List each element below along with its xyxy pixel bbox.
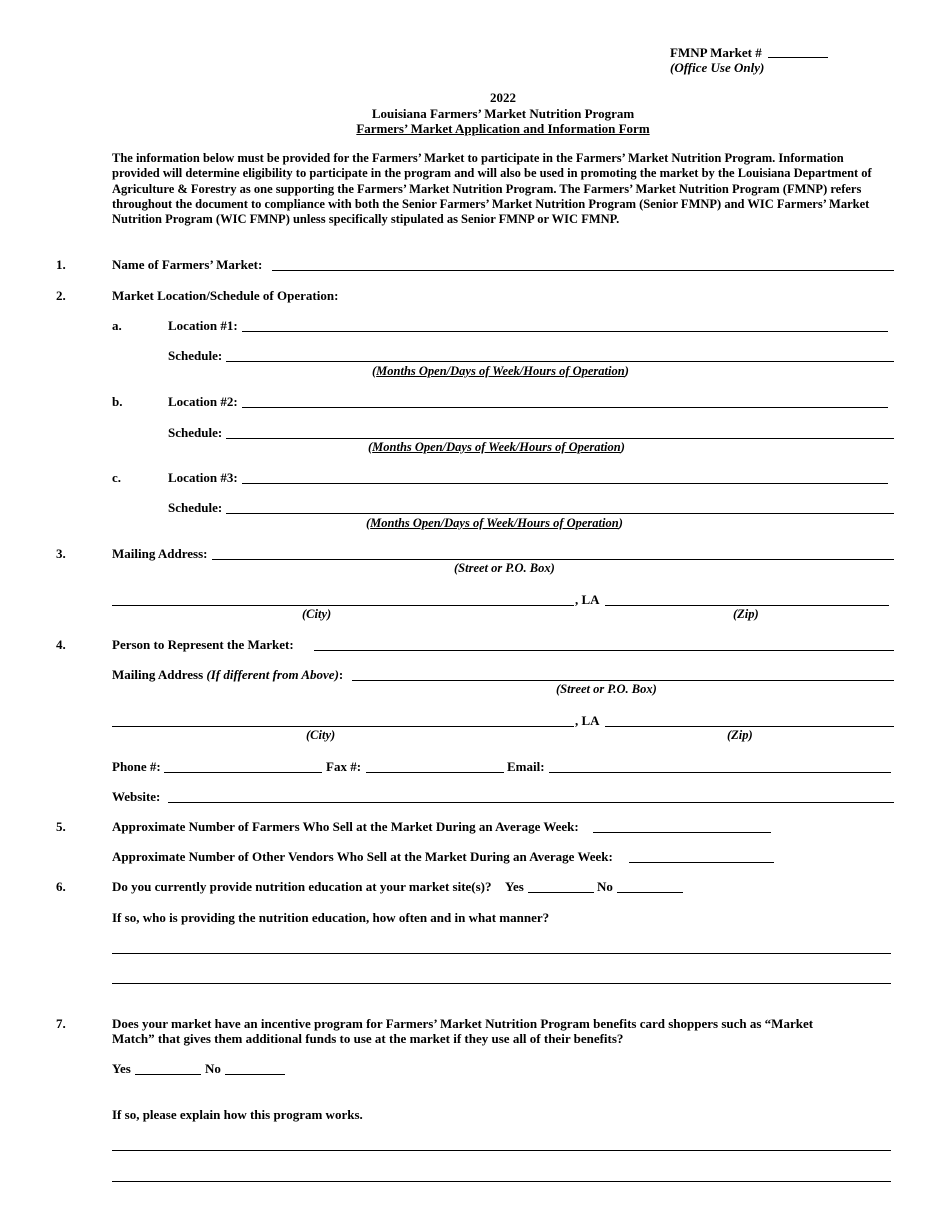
- program-title: Louisiana Farmers’ Market Nutrition Program: [371, 106, 635, 121]
- q6-yes-field[interactable]: [528, 892, 594, 893]
- q2-label: Market Location/Schedule of Operation:: [112, 288, 339, 303]
- q6-no-label: No: [597, 879, 613, 894]
- mailing-street-note: (Street or P.O. Box): [454, 561, 555, 575]
- schedule-1-note: (Months Open/Days of Week/Hours of Operation): [372, 364, 629, 378]
- location-b-letter: b.: [112, 394, 123, 409]
- intro-paragraph: The information below must be provided for the Farmers’ Market to participate in the Farmers’ Market Nutrition Program. Information provided will determine eligibility to participate in the program and will also be used in promoting the market by the Louisiana Department of Agriculture & Forestry as one supporting the Farmers’ Market Nutrition Program. The Farmers’ Market Nutrition Program (FMNP) refers throughout the document to compliance with both the Senior Farmers’ Market Nutrition Program (Senior FMNP) and WIC Farmers’ Market Nutrition Program (WIC FMNP) unless specifically stipulated as Senior FMNP or WIC FMNP.: [112, 151, 872, 227]
- office-use-only: (Office Use Only): [670, 60, 765, 75]
- mailing-city-field[interactable]: [112, 605, 574, 606]
- q7-no-field[interactable]: [225, 1074, 285, 1075]
- vendors-count-label: Approximate Number of Other Vendors Who Sell at the Market During an Average Week:: [112, 849, 613, 864]
- q6-number: 6.: [56, 879, 66, 894]
- schedule-2-field[interactable]: [226, 438, 894, 439]
- website-field[interactable]: [168, 802, 894, 803]
- q7-followup: If so, please explain how this program works.: [112, 1107, 363, 1122]
- schedule-2-note: (Months Open/Days of Week/Hours of Operation): [368, 440, 625, 454]
- rep-street-field[interactable]: [352, 680, 894, 681]
- schedule-1-field[interactable]: [226, 361, 894, 362]
- email-label: Email:: [507, 759, 545, 774]
- q6-followup: If so, who is providing the nutrition education, how often and in what manner?: [112, 910, 550, 925]
- fax-label: Fax #:: [326, 759, 362, 774]
- location-3-label: Location #3:: [168, 470, 238, 485]
- mailing-zip-field[interactable]: [605, 605, 889, 606]
- q7-answer-line-2[interactable]: [112, 1181, 891, 1182]
- mailing-city-note: (City): [302, 607, 332, 621]
- location-a-letter: a.: [112, 318, 122, 333]
- q4-label: Person to Represent the Market:: [112, 637, 294, 652]
- location-c-letter: c.: [112, 470, 122, 485]
- q1-label: Name of Farmers’ Market:: [112, 257, 263, 272]
- phone-label: Phone #:: [112, 759, 161, 774]
- fax-field[interactable]: [366, 772, 504, 773]
- vendors-count-field[interactable]: [629, 862, 774, 863]
- form-title: Farmers’ Market Application and Information Form: [356, 121, 650, 136]
- q3-label: Mailing Address:: [112, 546, 208, 561]
- office-market-label: FMNP Market #: [670, 45, 762, 60]
- schedule-3-note: (Months Open/Days of Week/Hours of Operation): [366, 516, 623, 530]
- q7-number: 7.: [56, 1016, 66, 1031]
- rep-city-field[interactable]: [112, 726, 574, 727]
- office-market-number: [670, 45, 762, 61]
- q7-answer-line-1[interactable]: [112, 1150, 891, 1151]
- mailing-state-label: , LA: [575, 592, 600, 607]
- q6-yes-label: Yes: [505, 879, 524, 894]
- farmers-count-field[interactable]: [593, 832, 771, 833]
- office-market-number-field[interactable]: [768, 57, 828, 58]
- q6-answer-line-1[interactable]: [112, 953, 891, 954]
- q3-number: 3.: [56, 546, 66, 561]
- schedule-2-label: Schedule:: [168, 425, 223, 440]
- q7-yes-field[interactable]: [135, 1074, 201, 1075]
- q6-answer-line-2[interactable]: [112, 983, 891, 984]
- schedule-1-label: Schedule:: [168, 348, 223, 363]
- representative-field[interactable]: [314, 650, 894, 651]
- farmers-count-label: Approximate Number of Farmers Who Sell at the Market During an Average Week:: [112, 819, 579, 834]
- location-2-label: Location #2:: [168, 394, 238, 409]
- schedule-3-field[interactable]: [226, 513, 894, 514]
- email-field[interactable]: [549, 772, 891, 773]
- q6-no-field[interactable]: [617, 892, 683, 893]
- rep-zip-field[interactable]: [605, 726, 894, 727]
- q7-no-label: No: [205, 1061, 221, 1076]
- q5-number: 5.: [56, 819, 66, 834]
- q4-number: 4.: [56, 637, 66, 652]
- q6-question: Do you currently provide nutrition education at your market site(s)?: [112, 879, 492, 894]
- rep-zip-note: (Zip): [727, 728, 753, 742]
- q7-question: Does your market have an incentive program for Farmers’ Market Nutrition Program benefits card shoppers such as “Market Match” that gives them additional funds to use at the market if they use all of their benefits?: [112, 1016, 814, 1047]
- q7-yes-label: Yes: [112, 1061, 131, 1076]
- rep-street-note: (Street or P.O. Box): [556, 682, 657, 696]
- rep-state-label: , LA: [575, 713, 600, 728]
- rep-city-note: (City): [306, 728, 336, 742]
- form-year: 2022: [490, 90, 516, 105]
- location-1-field[interactable]: [242, 331, 888, 332]
- q1-number: 1.: [56, 257, 66, 272]
- schedule-3-label: Schedule:: [168, 500, 223, 515]
- market-name-field[interactable]: [272, 270, 894, 271]
- phone-field[interactable]: [164, 772, 322, 773]
- location-1-label: Location #1:: [168, 318, 238, 333]
- website-label: Website:: [112, 789, 161, 804]
- mailing-street-field[interactable]: [212, 559, 894, 560]
- q2-number: 2.: [56, 288, 66, 303]
- rep-mailing-label: Mailing Address (If different from Above):: [112, 667, 344, 682]
- location-3-field[interactable]: [242, 483, 888, 484]
- mailing-zip-note: (Zip): [733, 607, 759, 621]
- location-2-field[interactable]: [242, 407, 888, 408]
